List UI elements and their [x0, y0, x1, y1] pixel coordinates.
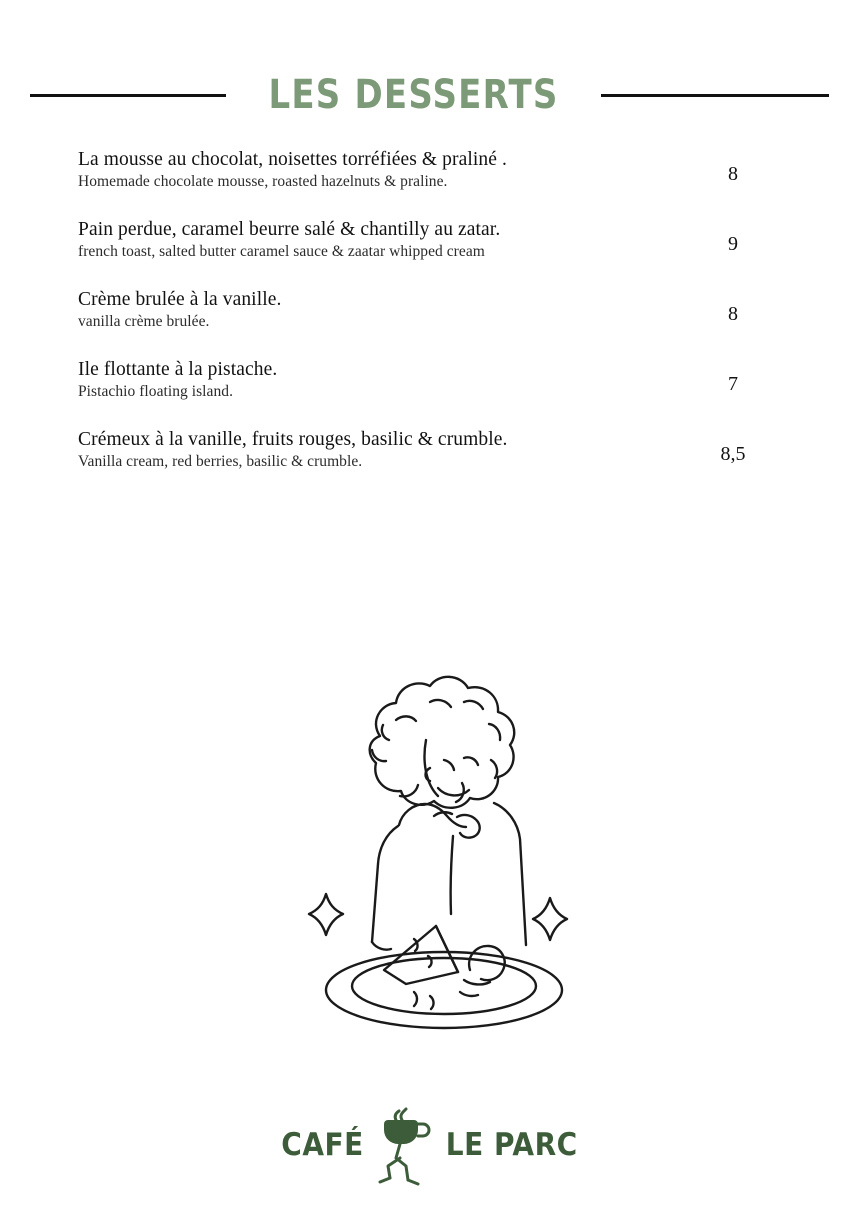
menu-item: [78, 288, 781, 332]
menu-item-description: Homemade chocolate mousse, roasted hazelnuts & praline.: [78, 173, 448, 190]
menu-item-description: Vanilla cream, red berries, basilic & crumble.: [78, 453, 363, 470]
header-rule-left: [30, 94, 226, 97]
person-eating-dessert-illustration: [248, 640, 618, 1060]
logo-text-le-parc: LE PARC: [445, 1125, 578, 1163]
menu-item-name: Ile flottante à la pistache.: [78, 359, 278, 380]
menu-item-description: french toast, salted butter caramel sauce & zaatar whipped cream: [78, 243, 485, 260]
page-header: [0, 62, 859, 128]
menu-item-description: vanilla crème brulée.: [78, 313, 210, 330]
menu-item-name: La mousse au chocolat, noisettes torréfiées & praliné .: [78, 149, 507, 170]
menu-item-price: 8: [728, 163, 738, 185]
menu-item: [78, 428, 781, 472]
menu-item-text: [78, 358, 685, 402]
header-rule-right: [601, 94, 829, 97]
page-title: LES DESSERTS: [268, 71, 559, 119]
menu-item-text: [78, 148, 685, 192]
menu-item-description: Pistachio floating island.: [78, 383, 233, 400]
menu-item: [78, 218, 781, 262]
menu-item-price: 9: [728, 233, 738, 255]
menu-item-text: [78, 428, 685, 472]
menu-item-price: 8: [728, 303, 738, 325]
menu-item-name: Pain perdue, caramel beurre salé & chantilly au zatar.: [78, 219, 501, 240]
menu-item-price: 8,5: [720, 443, 746, 465]
menu-item-price: 7: [728, 373, 738, 395]
menu-item-text: [78, 288, 685, 332]
logo-text-cafe: CAFÉ: [281, 1125, 364, 1163]
menu-list: [78, 148, 781, 498]
menu-item-name: Crème brulée à la vanille.: [78, 289, 282, 310]
running-cup-icon: [374, 1102, 436, 1186]
menu-item: [78, 358, 781, 402]
menu-item: [78, 148, 781, 192]
menu-item-text: [78, 218, 685, 262]
footer-logo: [0, 1102, 859, 1186]
menu-item-name: Crémeux à la vanille, fruits rouges, basilic & crumble.: [78, 429, 508, 450]
